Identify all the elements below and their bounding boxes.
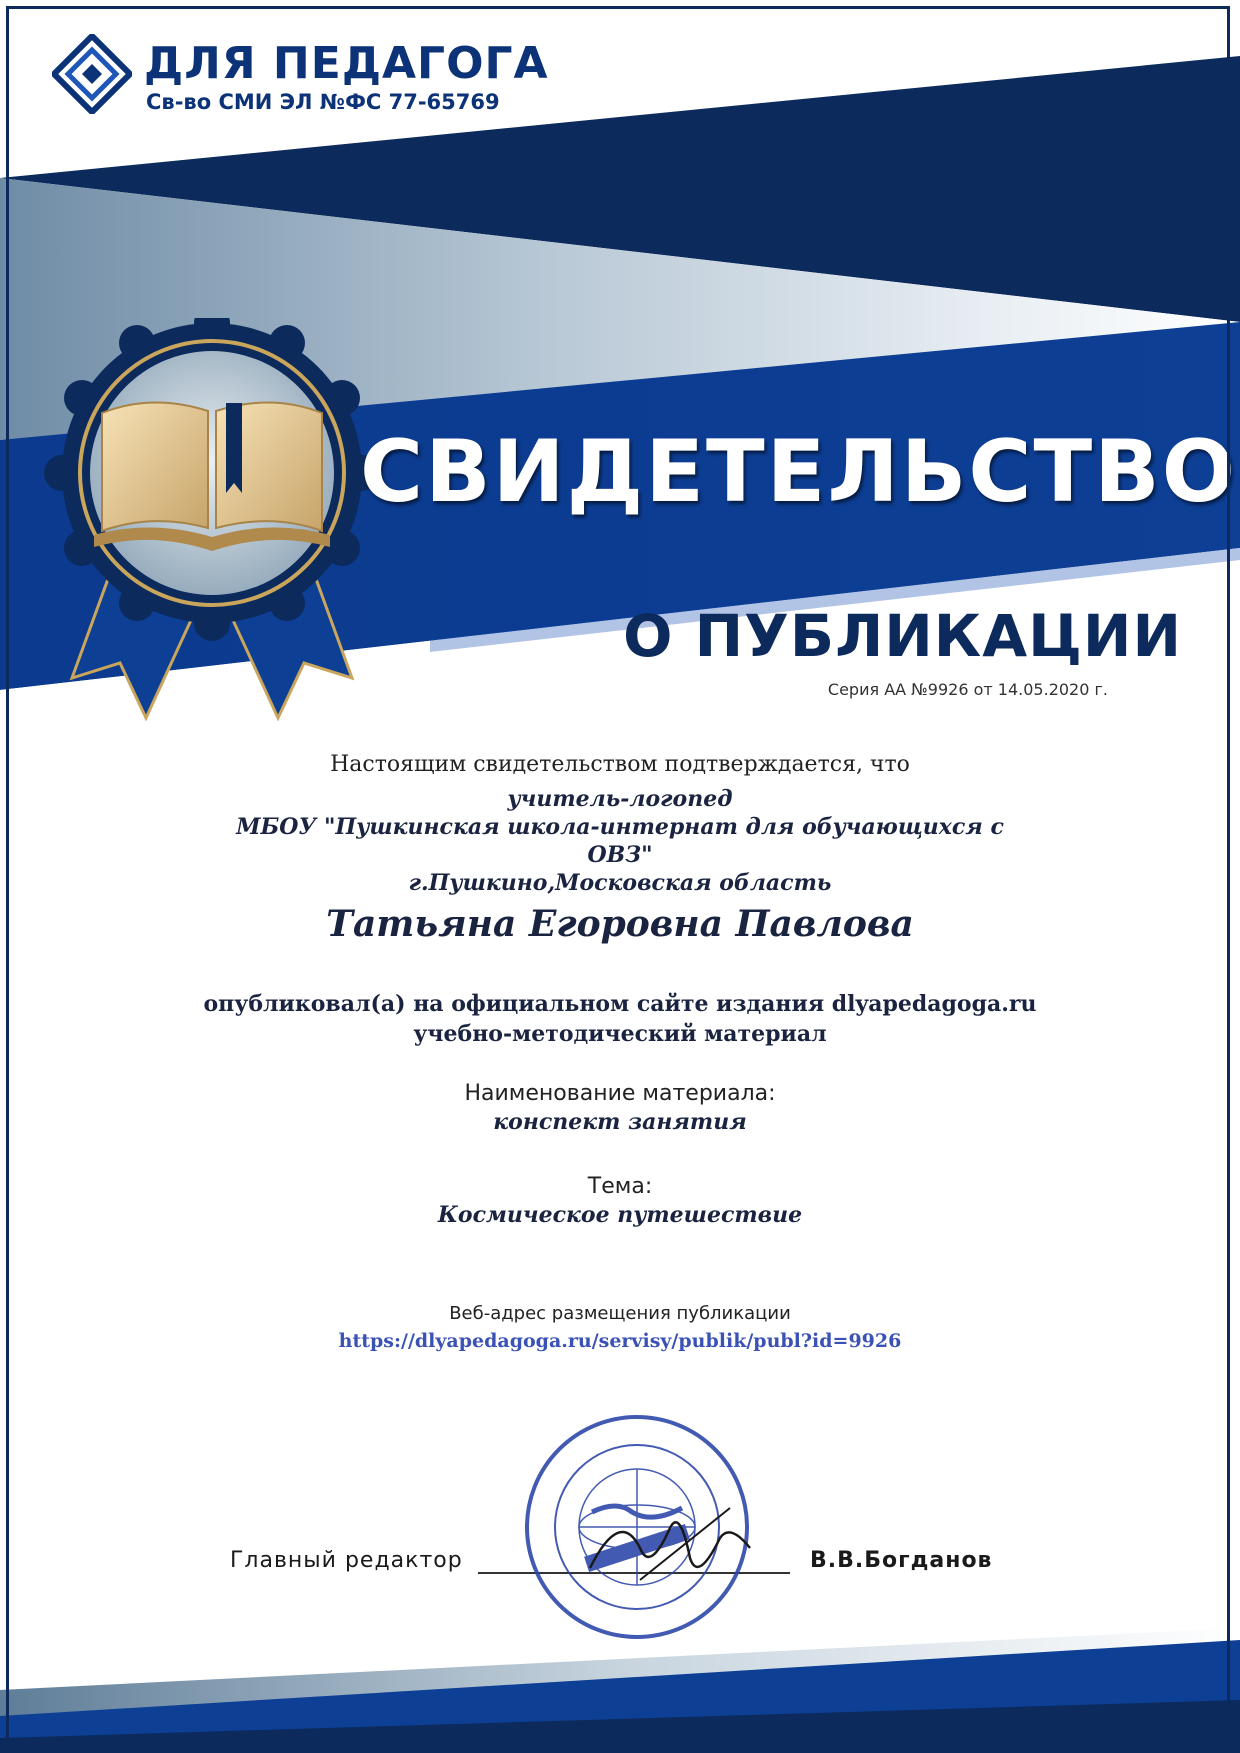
intro-text: Настоящим свидетельством подтверждается, что (330, 752, 910, 777)
certificate-subtitle: О ПУБЛИКАЦИИ (623, 602, 1182, 670)
publisher-logo (52, 34, 612, 124)
book-medal-icon (42, 318, 382, 738)
editor-name: В.В.Богданов (810, 1548, 993, 1573)
topic-label: Тема: (587, 1174, 653, 1199)
editor-label: Главный редактор (230, 1548, 463, 1573)
logo-title: ДЛЯ ПЕДАГОГА (144, 38, 549, 89)
material-value: конспект занятия (493, 1109, 747, 1135)
certificate-body (200, 752, 1040, 1352)
publication-link[interactable]: https://dlyapedagoga.ru/servisy/publik/publ?id=9926 (338, 1330, 902, 1352)
certificate-series: Серия АА №9926 от 14.05.2020 г. (827, 680, 1108, 699)
organization-line-2: ОВЗ" (587, 842, 653, 868)
person-name: Татьяна Егоровна Павлова (326, 903, 914, 945)
media-registration: Св-во СМИ ЭЛ №ФС 77-65769 (146, 90, 500, 114)
published-line-1: опубликовал(а) на официальном сайте издания dlyapedagoga.ru (203, 991, 1037, 1017)
url-label: Веб-адрес размещения публикации (449, 1303, 791, 1324)
signature-scribble (580, 1488, 760, 1598)
certificate-title: СВИДЕТЕЛЬСТВО (360, 422, 1237, 522)
topic-value: Космическое путешествие (437, 1202, 803, 1228)
diamond-logo-icon (52, 34, 132, 114)
published-line-2: учебно-методический материал (413, 1021, 827, 1047)
location-text: г.Пушкино,Московская область (408, 870, 832, 896)
organization-line-1: МБОУ "Пушкинская школа-интернат для обучающихся с (236, 814, 1004, 840)
position-text: учитель-логопед (507, 786, 733, 812)
material-label: Наименование материала: (464, 1081, 776, 1106)
